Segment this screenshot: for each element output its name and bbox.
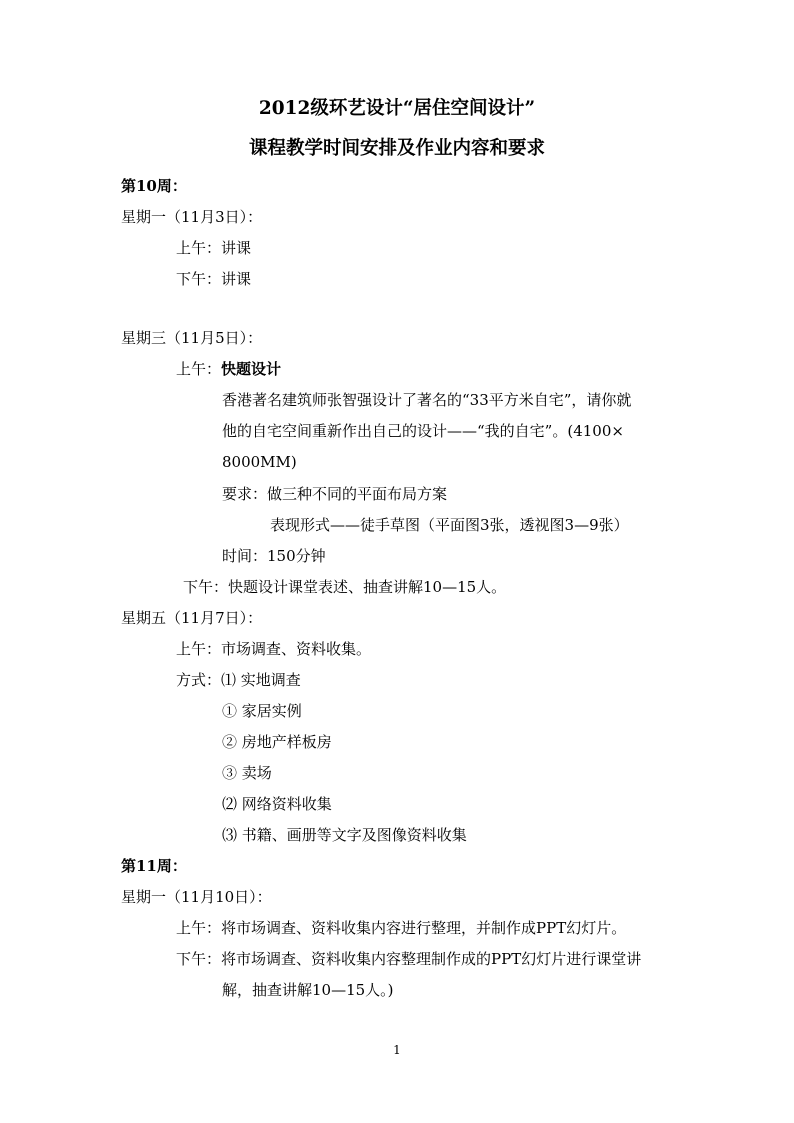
- page-subtitle: 课程教学时间安排及作业内容和要求: [248, 138, 545, 159]
- week10-heading: 第10周：: [121, 177, 187, 195]
- week10-wednesday-pm: 下午：快题设计课堂表述、抽查讲解10—15人。: [183, 578, 507, 596]
- week11-heading: 第11周：: [121, 857, 187, 875]
- am-prefix: 上午：: [176, 360, 222, 378]
- week10-wednesday-am: [176, 359, 281, 379]
- page-number: 1: [393, 1043, 401, 1057]
- week11-monday-am: 上午：将市场调查、资料收集内容进行整理，并制作成PPT幻灯片。: [176, 919, 627, 937]
- week10-friday-label: 星期五（11月7日）：: [121, 609, 263, 627]
- method-books: ⑶ 书籍、画册等文字及图像资料收集: [222, 826, 467, 844]
- week10-friday-am: 上午：市场调查、资料收集。: [176, 640, 372, 658]
- task-description-line2: 他的自宅空间重新作出自己的设计——“我的自宅”。(4100×: [222, 422, 624, 440]
- time-limit: 时间：150分钟: [222, 547, 326, 565]
- sketch-design-title: 快题设计: [221, 360, 282, 378]
- task-description-line3: 8000MM): [222, 453, 297, 471]
- requirement-line1: 要求：做三种不同的平面布局方案: [222, 485, 448, 503]
- method-online: ⑵ 网络资料收集: [222, 795, 332, 813]
- week11-monday-pm-line1: 下午：将市场调查、资料收集内容整理制作成的PPT幻灯片进行课堂讲: [176, 950, 642, 968]
- week10-monday-pm: 下午：讲课: [176, 270, 252, 288]
- method-sub-store: ③ 卖场: [222, 764, 272, 782]
- week10-monday-am: 上午：讲课: [176, 239, 252, 257]
- page-title: 2012级环艺设计“居住空间设计”: [258, 98, 536, 119]
- requirement-line2: 表现形式——徒手草图（平面图3张，透视图3—9张）: [270, 516, 629, 534]
- week10-wednesday-label: 星期三（11月5日）：: [121, 329, 263, 347]
- week11-monday-pm-line2: 解，抽查讲解10—15人。): [222, 981, 394, 999]
- week10-monday-label: 星期一（11月3日）：: [121, 208, 263, 226]
- method-sub-showroom: ② 房地产样板房: [222, 733, 332, 751]
- task-description-line1: 香港著名建筑师张智强设计了著名的“33平方米自宅”，请你就: [222, 391, 632, 409]
- week11-monday-label: 星期一（11月10日）：: [121, 888, 272, 906]
- method-field-survey: 方式：⑴ 实地调查: [176, 671, 301, 689]
- method-sub-home: ① 家居实例: [222, 702, 302, 720]
